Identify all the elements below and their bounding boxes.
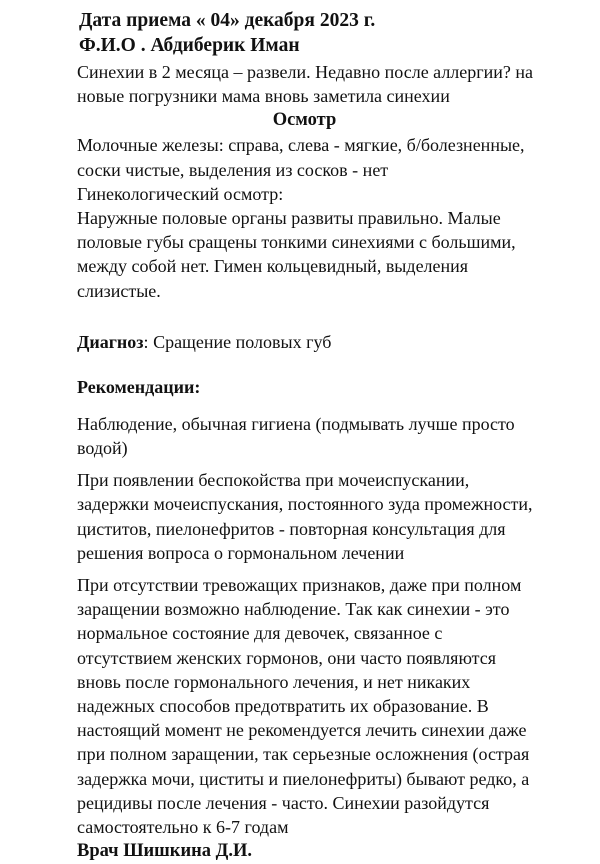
- exam-line-breast-1: Молочные железы: справа, слева - мягкие, б/болезненные,: [77, 135, 525, 156]
- spacer-before-recommendations: [77, 354, 538, 375]
- diagnosis-value: Сращение половых губ: [153, 331, 332, 352]
- complaint-text: Синехии в 2 месяца – развели. Недавно после аллергии? на новые погрузники мама вновь заметила синехии: [77, 62, 534, 107]
- exam-line-breast-2: соски чистые, выделения из сосков - нет: [77, 159, 389, 180]
- doctor-signature: Врач Шишкина Д.И.: [77, 841, 253, 862]
- spacer-before-diagnosis: [77, 303, 538, 330]
- recommendation-item-warning-signs: При появлении беспокойства при мочеиспускании, задержки мочеиспускания, постоянного зуда промежности, циститов, пиелонефритов - повторная консультация для решения вопроса о гормональном лечении: [77, 470, 533, 563]
- recommendations-label: Рекомендации: [77, 376, 195, 397]
- spacer-between-recommendations-2: [77, 565, 538, 573]
- gynecological-exam-text: Наружные половые органы развиты правильно. Малые половые губы сращены тонкими синехиями с большими, между собой нет. Гимен кольцевидный, выделения слизистые.: [77, 208, 516, 301]
- recommendations-heading: [77, 375, 538, 399]
- gynecological-exam-label: Гинекологический осмотр:: [77, 183, 284, 204]
- diagnosis-row: [77, 330, 538, 354]
- examination-heading: Осмотр: [272, 110, 337, 131]
- spacer-after-recommendations-heading: [77, 399, 538, 412]
- diagnosis-separator: :: [143, 331, 154, 352]
- breast-examination-block: [77, 133, 538, 206]
- diagnosis-label: Диагноз: [77, 331, 144, 352]
- patient-name-line: Ф.И.О . Абдиберик Иман: [79, 35, 300, 56]
- spacer-between-recommendations-1: [77, 460, 538, 468]
- recommendation-item-observation: При отсутствии тревожащих признаков, даже при полном заращении возможно наблюдение. Так как синехии - это нормальное состояние для девочек, связанное с отсутствием женских гормонов, они часто появляются вновь после гормонального лечения, и нет никаких надежных способов предотвратить их образование. В настоящий момент не рекомендуется лечить синехии даже при полном заращении, так серьезные осложнения (острая задержка мочи, циститы и пиелонефриты) бывают редко, а рецидивы после лечения - часто. Синехии разойдутся самостоятельно к 6-7 годам: [77, 575, 530, 838]
- recommendations-separator: :: [194, 376, 201, 397]
- appointment-date-title: Дата приема « 04» декабря 2023 г.: [79, 10, 376, 31]
- recommendation-item-hygiene: Наблюдение, обычная гигиена (подмывать лучше просто водой): [77, 413, 515, 459]
